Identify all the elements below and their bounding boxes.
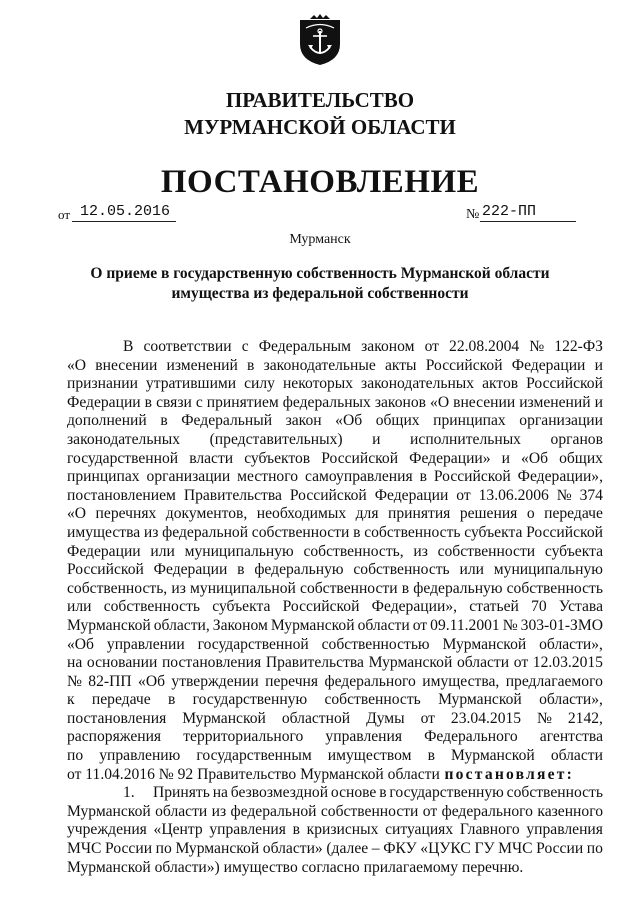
word: Федерации xyxy=(67,542,141,560)
word: субъектов xyxy=(244,449,311,467)
word: № xyxy=(529,338,545,355)
word: управлению xyxy=(99,747,181,765)
word: утверждении xyxy=(171,672,259,690)
government-name-line2: МУРМАНСКОЙ ОБЛАСТИ xyxy=(184,115,456,139)
word: Российской xyxy=(433,468,511,486)
word: имуществом xyxy=(327,747,412,765)
word: Российской xyxy=(289,486,367,504)
word: России xyxy=(105,840,153,858)
text-line xyxy=(67,357,603,376)
word: управления xyxy=(526,821,603,839)
word: области xyxy=(456,654,510,672)
word: государственную xyxy=(192,691,308,709)
word: от xyxy=(424,338,439,355)
word: о xyxy=(526,505,535,523)
word: в xyxy=(160,412,168,430)
word: статьей xyxy=(469,598,519,616)
word: кризисных xyxy=(306,821,379,839)
word: изменений xyxy=(519,393,591,411)
clause-1 xyxy=(67,784,603,858)
text-line xyxy=(67,821,603,840)
word: государственным xyxy=(196,747,312,765)
word: области» xyxy=(262,840,323,858)
date-prefix: от xyxy=(58,207,71,222)
word: постановления xyxy=(67,709,167,727)
word: постановления xyxy=(161,654,262,672)
word: собственностью xyxy=(321,635,430,653)
text-line xyxy=(67,636,603,655)
word: Российской xyxy=(67,561,144,579)
document-title xyxy=(70,264,570,304)
word: власти xyxy=(189,449,234,467)
word: Российской xyxy=(425,356,503,374)
word: государственную xyxy=(389,784,504,802)
word: Федерации xyxy=(67,393,141,411)
word: 12.03.2015 xyxy=(532,654,603,672)
word: ФКУ xyxy=(383,840,417,858)
text-line xyxy=(67,450,603,469)
word: № xyxy=(502,616,518,634)
word: Мурманской xyxy=(67,616,151,634)
word: области xyxy=(550,747,603,765)
word: федеральную xyxy=(254,561,344,579)
word: МЧС xyxy=(67,840,102,858)
document-date: 12.05.2016 xyxy=(72,203,176,222)
clause-1-last-text: Мурманской области») имущество согласно прилагаемому перечню. xyxy=(67,858,524,876)
word: «ЦУКС xyxy=(420,840,471,858)
word: внесении xyxy=(453,393,516,411)
word: № xyxy=(556,486,572,504)
word: Российской xyxy=(282,598,360,616)
word: Мурманской xyxy=(67,802,151,820)
word: законов xyxy=(374,393,426,411)
word: и xyxy=(501,449,510,467)
word: «Об xyxy=(521,449,549,467)
word: в xyxy=(144,393,153,411)
word: перечня xyxy=(265,672,319,690)
word: Федерации xyxy=(511,356,586,374)
word: Мурманской xyxy=(175,840,260,858)
word: 23.04.2015 xyxy=(450,709,522,727)
word: Правительства xyxy=(183,486,282,504)
word: Принять xyxy=(153,784,210,802)
word: Думы xyxy=(366,709,405,727)
word: «Центр xyxy=(153,821,203,839)
word: соответствии xyxy=(143,338,232,355)
text-line xyxy=(67,580,603,599)
text-line xyxy=(67,617,603,636)
word: № xyxy=(67,672,82,690)
word: МЧС xyxy=(498,840,533,858)
word: собственность xyxy=(506,579,603,597)
text-line xyxy=(67,431,603,450)
word: Федеральный xyxy=(181,412,273,430)
word: по xyxy=(155,840,172,858)
word: силу xyxy=(244,375,275,393)
word: «О xyxy=(67,356,87,374)
word: собственности xyxy=(320,802,419,820)
word: перечнях xyxy=(95,505,157,523)
word: «О xyxy=(67,505,87,523)
word: Мурманской xyxy=(442,635,527,653)
word: передаче xyxy=(544,505,603,523)
word: федеральных xyxy=(282,393,371,411)
word: 22.08.2004 xyxy=(449,338,520,355)
word: собственность, xyxy=(67,579,168,597)
word: областной xyxy=(281,709,351,727)
word: управлении xyxy=(106,635,185,653)
word: и xyxy=(594,356,603,374)
word: 70 xyxy=(531,598,547,616)
text-line xyxy=(67,710,603,729)
word: собственность xyxy=(103,598,201,616)
word: 2142, xyxy=(567,709,603,727)
word: принципах xyxy=(433,412,506,430)
word: Федерации», xyxy=(371,598,458,616)
text-line xyxy=(67,543,603,562)
word: решения xyxy=(459,505,518,523)
text-line xyxy=(67,487,603,506)
word: территориального xyxy=(183,728,304,746)
word: в xyxy=(247,356,255,374)
word: передаче xyxy=(91,691,151,709)
coat-of-arms-icon xyxy=(298,14,342,66)
text-line xyxy=(67,654,603,673)
word: области xyxy=(357,616,410,634)
word: ГУ xyxy=(474,840,495,858)
word: от xyxy=(513,654,529,672)
word: собственности xyxy=(251,523,350,541)
word: от xyxy=(412,616,428,634)
word: субъекта xyxy=(544,542,603,560)
word: безвозмездной xyxy=(230,784,329,802)
word: органов xyxy=(550,430,603,448)
text-line xyxy=(67,505,603,524)
word: ситуациях xyxy=(385,821,454,839)
text-line xyxy=(67,598,603,617)
word: с xyxy=(241,338,249,355)
number-prefix: № xyxy=(466,207,480,222)
text-line xyxy=(67,673,603,692)
word: и xyxy=(372,430,381,448)
word: Правительства xyxy=(265,654,364,672)
word: принципах xyxy=(67,468,140,486)
clause-number: 1. xyxy=(123,784,135,802)
word: 82-ПП xyxy=(88,672,132,690)
word: государственной xyxy=(197,635,309,653)
word: изменений xyxy=(166,356,238,374)
word: Мурманской xyxy=(451,747,535,765)
text-line xyxy=(67,412,603,431)
word: организации xyxy=(519,412,603,430)
word: и xyxy=(594,393,603,411)
word: (далее xyxy=(326,840,369,858)
word: связи xyxy=(156,393,192,411)
word: управления xyxy=(325,728,403,746)
word: от xyxy=(456,486,471,504)
word: собственность xyxy=(506,784,603,802)
word: собственности xyxy=(300,579,398,597)
word: в xyxy=(353,523,361,541)
word: постановлением xyxy=(67,486,176,504)
word: Федерации» xyxy=(409,449,491,467)
word: необходимых xyxy=(256,505,347,523)
word: В xyxy=(123,338,134,355)
word: собственность, xyxy=(303,542,404,560)
word: Федерального xyxy=(424,728,518,746)
word: общих xyxy=(559,449,603,467)
word: или xyxy=(459,561,484,579)
word: по xyxy=(586,840,603,858)
word: области», xyxy=(539,691,603,709)
word: Главного xyxy=(459,821,520,839)
word: принятия xyxy=(388,505,451,523)
word: федерального xyxy=(441,802,533,820)
document-body xyxy=(67,338,603,877)
word: собственность xyxy=(364,523,461,541)
clause-1-last-line xyxy=(67,859,603,878)
preamble-last-text: от 11.04.2016 № 92 Правительство Мурманской области xyxy=(67,765,440,783)
word: от xyxy=(422,802,438,820)
word: на xyxy=(67,654,83,672)
word: (представительных) xyxy=(209,430,343,448)
city: Мурманск xyxy=(289,232,351,247)
document-number: 222-ПП xyxy=(480,203,576,222)
word: имущества, xyxy=(422,672,500,690)
word: распоряжения xyxy=(67,728,162,746)
word: из xyxy=(171,579,186,597)
text-line xyxy=(67,468,603,487)
word: закон xyxy=(285,412,322,430)
text-line xyxy=(67,747,603,766)
word: 122-ФЗ xyxy=(554,338,603,355)
text-line xyxy=(67,375,603,394)
word: имущества xyxy=(67,523,141,541)
word: или xyxy=(67,598,92,616)
word: основе xyxy=(330,784,377,802)
word: или xyxy=(150,542,175,560)
word: «О xyxy=(430,393,450,411)
text-line xyxy=(67,784,603,803)
text-line xyxy=(67,561,603,580)
word: на xyxy=(212,784,228,802)
document-title-line2: имущества из федеральной собственности xyxy=(171,285,469,302)
word: Федерации xyxy=(374,486,449,504)
word: из xyxy=(143,523,159,541)
word: государственной xyxy=(67,449,179,467)
word: 09.11.2001 xyxy=(430,616,500,634)
word: области xyxy=(155,802,208,820)
word: федеральной xyxy=(230,802,317,820)
word: общих xyxy=(375,412,420,430)
text-line xyxy=(67,524,603,543)
word: в xyxy=(401,579,410,597)
text-line xyxy=(67,338,603,357)
word: основании xyxy=(86,654,158,672)
word: в xyxy=(379,784,387,802)
word: от xyxy=(420,709,435,727)
word: субъекта xyxy=(212,598,271,616)
word: для xyxy=(355,505,379,523)
word: Мурманской xyxy=(270,616,355,634)
word: 303-01-ЗМО xyxy=(520,616,603,634)
word: с xyxy=(195,393,203,411)
word: утратившими xyxy=(145,375,237,393)
word: Устава xyxy=(558,598,603,616)
word: субъекта xyxy=(464,523,523,541)
word: в xyxy=(167,691,176,709)
word: федерального xyxy=(324,672,416,690)
word: собственности xyxy=(437,542,536,560)
word: «Об xyxy=(335,412,363,430)
word: законодательные xyxy=(263,356,376,374)
word: федеральную xyxy=(413,579,503,597)
word: «Об xyxy=(138,672,166,690)
word: к xyxy=(67,691,75,709)
resolve-word: постановляет: xyxy=(444,765,575,783)
word: Мурманской xyxy=(438,691,522,709)
word: из xyxy=(413,542,428,560)
word: признании xyxy=(67,375,138,393)
word: законом xyxy=(361,338,415,355)
word: № xyxy=(537,709,552,727)
word: 13.06.2006 xyxy=(478,486,549,504)
document-title-line1: О приеме в государственную собственность Мурманской области xyxy=(90,265,550,282)
word: самоуправления xyxy=(304,468,413,486)
word: области», xyxy=(539,635,603,653)
word: муниципальной xyxy=(190,579,296,597)
word: принятием xyxy=(206,393,279,411)
word: актов xyxy=(482,375,519,393)
word: России xyxy=(536,840,584,858)
word: дополнений xyxy=(67,412,147,430)
preamble-last-line xyxy=(67,766,603,785)
word: организации xyxy=(146,468,231,486)
word: области, xyxy=(153,616,210,634)
word: федеральной xyxy=(162,523,249,541)
word: Федеральным xyxy=(258,338,352,355)
word: управления xyxy=(209,821,286,839)
word: Российской xyxy=(321,449,399,467)
word: Федерации xyxy=(153,561,228,579)
word: исполнительных xyxy=(410,430,521,448)
word: акты xyxy=(384,356,417,374)
word: местного xyxy=(237,468,299,486)
word: предлагаемого xyxy=(505,672,603,690)
word: из xyxy=(211,802,227,820)
preamble xyxy=(67,338,603,766)
word: законодательных xyxy=(67,430,181,448)
word: 374 xyxy=(579,486,603,504)
text-line xyxy=(67,803,603,822)
word: Российской xyxy=(526,375,603,393)
word: в xyxy=(237,561,245,579)
word: Законом xyxy=(212,616,268,634)
word: собственность xyxy=(324,691,421,709)
text-line xyxy=(67,728,603,747)
word: внесении xyxy=(95,356,158,374)
word: в xyxy=(427,747,435,765)
word: муниципальную xyxy=(493,561,603,579)
clause-1-lead xyxy=(123,784,210,803)
word: законодательных xyxy=(361,375,475,393)
word: Российской xyxy=(526,523,603,541)
document-type: ПОСТАНОВЛЕНИЕ xyxy=(160,164,480,200)
government-name-line1: ПРАВИТЕЛЬСТВО xyxy=(225,88,415,112)
word: в xyxy=(419,468,427,486)
word: в xyxy=(292,821,300,839)
word: агентства xyxy=(539,728,603,746)
text-line xyxy=(67,394,603,413)
word: некоторых xyxy=(282,375,354,393)
word: Федерации», xyxy=(517,468,603,486)
word: собственность xyxy=(353,561,450,579)
text-line xyxy=(67,691,603,710)
word: учреждения xyxy=(67,821,147,839)
word: документов, xyxy=(165,505,248,523)
word: Мурманской xyxy=(368,654,453,672)
word: Мурманской xyxy=(182,709,266,727)
word: – xyxy=(371,840,380,858)
word: муниципальную xyxy=(184,542,294,560)
word: по xyxy=(67,747,84,765)
word: казенного xyxy=(537,802,603,820)
word: «Об xyxy=(67,635,94,653)
text-line xyxy=(67,840,603,859)
